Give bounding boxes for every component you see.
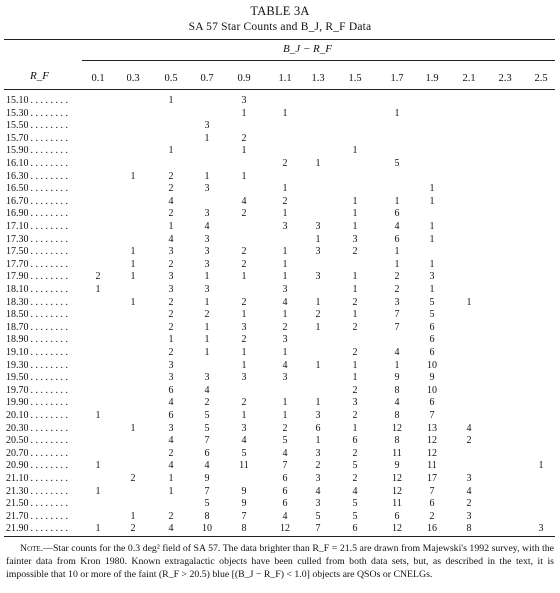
bottom-rule: [4, 536, 555, 537]
table-cell: 2: [352, 447, 358, 459]
table-cell: 1: [352, 422, 358, 434]
row-label: 15.50 . . . . . . . .: [6, 120, 69, 132]
table-cell: 4: [282, 296, 288, 308]
row-label: 16.10 . . . . . . . .: [6, 158, 69, 169]
table-cell: 7: [315, 523, 321, 535]
table-cell: 3: [168, 422, 174, 434]
table-cell: 2: [241, 246, 247, 258]
table-cell: 3: [315, 473, 321, 484]
table-cell: 1: [241, 271, 247, 283]
table-cell: 3: [204, 183, 210, 195]
table-cell: 1: [429, 233, 435, 245]
table-cell: 1: [315, 397, 321, 409]
table-cell: 4: [168, 233, 174, 245]
table-cell: 4: [168, 435, 174, 447]
table-cell: 3: [204, 120, 210, 132]
table-cell: 4: [204, 221, 210, 232]
table-cell: 1: [352, 195, 358, 207]
row-label: 15.10 . . . . . . . .: [6, 95, 69, 106]
table-cell: 1: [168, 95, 174, 106]
table-cell: 1: [241, 145, 247, 157]
row-header: R_F: [30, 70, 49, 82]
table-cell: 1: [315, 435, 321, 447]
table-cell: 2: [241, 334, 247, 346]
table-cell: 2: [204, 397, 210, 409]
table-cell: 3: [241, 321, 247, 333]
table-cell: 1: [241, 170, 247, 182]
table-cell: 2: [168, 258, 174, 270]
table-cell: 1: [282, 347, 288, 358]
table-cell: 2: [352, 410, 358, 421]
table-cell: 7: [204, 435, 210, 447]
table-cell: 1: [466, 296, 472, 308]
table-cell: 9: [394, 372, 400, 384]
table-cell: 3: [204, 372, 210, 384]
table-cell: 6: [168, 384, 174, 396]
table-note: [6, 543, 554, 581]
table-cell: 2: [352, 347, 358, 358]
table-cell: 1: [130, 170, 136, 182]
column-header: 0.1: [91, 73, 105, 84]
table-cell: 5: [241, 447, 247, 459]
table-cell: 2: [168, 183, 174, 195]
table-cell: 5: [204, 410, 210, 421]
table-cell: 1: [204, 170, 210, 182]
table-cell: 3: [241, 95, 247, 106]
table-cell: 2: [394, 271, 400, 283]
table-cell: 1: [394, 359, 400, 371]
row-label: 17.30 . . . . . . . .: [6, 233, 69, 245]
table-cell: 6: [282, 473, 288, 484]
table-cell: 2: [168, 296, 174, 308]
column-header: 0.7: [200, 73, 214, 84]
table-cell: 12: [427, 435, 437, 447]
table-cell: 1: [204, 296, 210, 308]
table-cell: 4: [282, 359, 288, 371]
table-cell: 8: [394, 410, 400, 421]
table-cell: 2: [352, 384, 358, 396]
table-cell: 1: [282, 397, 288, 409]
table-cell: 4: [168, 523, 174, 535]
table-cell: 1: [282, 208, 288, 220]
table-cell: 6: [429, 347, 435, 358]
column-header: 0.5: [164, 73, 178, 84]
table-cell: 2: [282, 422, 288, 434]
table-cell: 1: [394, 107, 400, 119]
table-cell: 1: [282, 183, 288, 195]
table-cell: 8: [394, 384, 400, 396]
table-cell: 3: [168, 271, 174, 283]
table-cell: 2: [241, 296, 247, 308]
column-header: 0.3: [126, 73, 140, 84]
row-label: 21.30 . . . . . . . .: [6, 485, 69, 497]
table-cell: 7: [394, 321, 400, 333]
table-cell: 5: [352, 510, 358, 522]
table-cell: 9: [429, 372, 435, 384]
table-cell: 1: [168, 485, 174, 497]
table-cell: 5: [204, 498, 210, 510]
row-label: 21.70 . . . . . . . .: [6, 510, 69, 522]
table-cell: 1: [282, 309, 288, 321]
table-cell: 1: [241, 359, 247, 371]
row-label: 21.50 . . . . . . . .: [6, 498, 69, 510]
table-cell: 2: [282, 158, 288, 169]
table-cell: 1: [429, 284, 435, 295]
column-header: 1.9: [425, 73, 439, 84]
table-cell: 5: [429, 296, 435, 308]
table-cell: 2: [466, 435, 472, 447]
table-cell: 8: [466, 523, 472, 535]
table-cell: 6: [394, 510, 400, 522]
table-cell: 3: [282, 284, 288, 295]
table-cell: 8: [394, 435, 400, 447]
table-cell: 8: [241, 523, 247, 535]
table-cell: 3: [241, 372, 247, 384]
table-cell: 1: [429, 258, 435, 270]
note-label: Note.: [20, 543, 44, 554]
table-cell: 11: [427, 460, 437, 472]
table-cell: 4: [315, 485, 321, 497]
table-cell: 1: [241, 309, 247, 321]
table-cell: 11: [392, 498, 402, 510]
note-text: —Star counts for the 0.3 deg² field of SA 57. The data brighter than R_F = 21.5 are drawn from Majewski's 1992 survey, with the fainter data from Kron 1980. Known extragalactic objects have been culled from both data sets, but, as described in the text, it is impossible that 10 or more of the faint (R_F > 20.5) blue [(B_J − R_F) < 1.0] objects are QSOs or CNELGs.: [6, 543, 554, 580]
table-cell: 2: [282, 195, 288, 207]
table-cell: 1: [429, 221, 435, 232]
row-label: 15.30 . . . . . . . .: [6, 107, 69, 119]
table-cell: 1: [95, 410, 101, 421]
table-cell: 2: [168, 170, 174, 182]
row-label: 20.90 . . . . . . . .: [6, 460, 69, 472]
table-cell: 7: [282, 460, 288, 472]
table-cell: 1: [429, 195, 435, 207]
table-cell: 3: [282, 221, 288, 232]
table-cell: 3: [315, 410, 321, 421]
row-label: 16.30 . . . . . . . .: [6, 170, 69, 182]
table-cell: 2: [241, 258, 247, 270]
table-cell: 1: [352, 271, 358, 283]
table-cell: 1: [241, 410, 247, 421]
table-cell: 2: [352, 321, 358, 333]
table-cell: 12: [392, 473, 402, 484]
table-cell: 5: [315, 510, 321, 522]
table-cell: 2: [241, 397, 247, 409]
table-cell: 1: [130, 296, 136, 308]
table-cell: 1: [429, 183, 435, 195]
table-cell: 1: [130, 271, 136, 283]
table-cell: 1: [352, 359, 358, 371]
table-cell: 1: [352, 208, 358, 220]
table-cell: 9: [241, 498, 247, 510]
table-cell: 12: [280, 523, 290, 535]
table-cell: 3: [394, 296, 400, 308]
table-cell: 1: [168, 145, 174, 157]
row-label: 17.50 . . . . . . . .: [6, 246, 69, 258]
table-cell: 2: [466, 498, 472, 510]
column-span-rule: [82, 60, 555, 61]
table-cell: 2: [130, 523, 136, 535]
table-cell: 1: [204, 321, 210, 333]
table-cell: 7: [394, 309, 400, 321]
table-cell: 1: [352, 309, 358, 321]
row-label: 18.90 . . . . . . . .: [6, 334, 69, 346]
table-cell: 1: [130, 510, 136, 522]
row-label: 20.30 . . . . . . . .: [6, 422, 69, 434]
table-cell: 1: [394, 258, 400, 270]
table-cell: 1: [315, 359, 321, 371]
table-cell: 4: [466, 422, 472, 434]
top-rule: [4, 39, 555, 40]
table-cell: 1: [130, 422, 136, 434]
table-cell: 3: [466, 473, 472, 484]
column-header: 1.1: [278, 73, 292, 84]
table-cell: 4: [204, 460, 210, 472]
table-cell: 3: [204, 233, 210, 245]
table-cell: 2: [130, 473, 136, 484]
header-rule: [4, 89, 555, 90]
table-cell: 1: [204, 271, 210, 283]
table-cell: 3: [315, 221, 321, 232]
table-cell: 2: [204, 309, 210, 321]
table-cell: 6: [429, 397, 435, 409]
table-cell: 7: [429, 410, 435, 421]
column-header: 1.3: [311, 73, 325, 84]
table-cell: 2: [168, 208, 174, 220]
column-header: 2.1: [462, 73, 476, 84]
table-cell: 1: [168, 473, 174, 484]
row-label: 19.10 . . . . . . . .: [6, 347, 69, 358]
table-cell: 9: [394, 460, 400, 472]
table-cell: 4: [168, 397, 174, 409]
table-cell: 13: [427, 422, 437, 434]
row-label: 15.70 . . . . . . . .: [6, 132, 69, 144]
table-cell: 2: [315, 460, 321, 472]
table-cell: 3: [168, 372, 174, 384]
table-cell: 1: [204, 334, 210, 346]
row-label: 20.70 . . . . . . . .: [6, 447, 69, 459]
table-cell: 1: [168, 334, 174, 346]
table-cell: 3: [204, 246, 210, 258]
table-cell: 6: [394, 208, 400, 220]
table-cell: 12: [427, 447, 437, 459]
table-cell: 2: [241, 208, 247, 220]
row-label: 18.10 . . . . . . . .: [6, 284, 69, 295]
column-header: 0.9: [237, 73, 251, 84]
table-cell: 7: [204, 485, 210, 497]
table-label: TABLE 3A: [250, 4, 310, 18]
table-cell: 5: [429, 309, 435, 321]
row-label: 19.50 . . . . . . . .: [6, 372, 69, 384]
table-cell: 1: [95, 485, 101, 497]
table-cell: 1: [241, 347, 247, 358]
column-header: 2.5: [534, 73, 548, 84]
row-label: 16.70 . . . . . . . .: [6, 195, 69, 207]
table-cell: 3: [282, 334, 288, 346]
table-cell: 1: [282, 107, 288, 119]
table-cell: 5: [282, 435, 288, 447]
table-cell: 1: [394, 195, 400, 207]
table-cell: 4: [204, 384, 210, 396]
table-cell: 2: [95, 271, 101, 283]
table-cell: 6: [429, 321, 435, 333]
table-cell: 2: [394, 284, 400, 295]
table-cell: 4: [352, 485, 358, 497]
table-cell: 1: [241, 107, 247, 119]
table-cell: 6: [204, 447, 210, 459]
table-cell: 2: [282, 321, 288, 333]
table-cell: 3: [429, 271, 435, 283]
table-cell: 3: [282, 372, 288, 384]
row-label: 15.90 . . . . . . . .: [6, 145, 69, 157]
table-cell: 5: [204, 422, 210, 434]
table-cell: 3: [204, 258, 210, 270]
table-cell: 1: [538, 460, 544, 472]
table-cell: 2: [168, 321, 174, 333]
table-cell: 1: [352, 221, 358, 232]
table-cell: 1: [130, 258, 136, 270]
table-cell: 11: [239, 460, 249, 472]
table-cell: 3: [466, 510, 472, 522]
table-cell: 4: [394, 221, 400, 232]
table-cell: 3: [168, 284, 174, 295]
table-cell: 6: [282, 498, 288, 510]
table-cell: 6: [429, 334, 435, 346]
table-cell: 16: [427, 523, 437, 535]
table-cell: 3: [315, 447, 321, 459]
column-span-label: B_J − R_F: [283, 43, 332, 55]
table-cell: 4: [168, 460, 174, 472]
table-cell: 3: [204, 284, 210, 295]
row-label: 19.30 . . . . . . . .: [6, 359, 69, 371]
row-label: 16.50 . . . . . . . .: [6, 183, 69, 195]
table-cell: 1: [95, 460, 101, 472]
table-cell: 10: [427, 359, 437, 371]
table-cell: 3: [204, 208, 210, 220]
row-label: 19.70 . . . . . . . .: [6, 384, 69, 396]
row-label: 17.90 . . . . . . . .: [6, 271, 69, 283]
table-cell: 4: [394, 347, 400, 358]
table-cell: 1: [204, 347, 210, 358]
table-cell: 2: [241, 132, 247, 144]
table-cell: 4: [394, 397, 400, 409]
row-label: 16.90 . . . . . . . .: [6, 208, 69, 220]
table-cell: 1: [315, 321, 321, 333]
row-label: 18.30 . . . . . . . .: [6, 296, 69, 308]
table-cell: 11: [392, 447, 402, 459]
table-cell: 1: [282, 271, 288, 283]
table-cell: 3: [241, 422, 247, 434]
table-title: SA 57 Star Counts and B_J, R_F Data: [188, 21, 372, 33]
table-cell: 1: [352, 372, 358, 384]
table-cell: 9: [241, 485, 247, 497]
table-cell: 3: [352, 233, 358, 245]
table-cell: 5: [352, 498, 358, 510]
table-cell: 2: [168, 447, 174, 459]
row-label: 20.50 . . . . . . . .: [6, 435, 69, 447]
table-cell: 2: [429, 510, 435, 522]
table-cell: 1: [204, 132, 210, 144]
table-cell: 1: [352, 284, 358, 295]
row-label: 21.90 . . . . . . . .: [6, 523, 69, 535]
table-cell: 3: [315, 498, 321, 510]
table-cell: 6: [315, 422, 321, 434]
table-cell: 7: [241, 510, 247, 522]
row-label: 17.70 . . . . . . . .: [6, 258, 69, 270]
row-label: 18.70 . . . . . . . .: [6, 321, 69, 333]
table-cell: 4: [466, 485, 472, 497]
table-cell: 3: [315, 246, 321, 258]
table-cell: 1: [95, 284, 101, 295]
table-cell: 1: [315, 233, 321, 245]
table-cell: 1: [282, 246, 288, 258]
table-cell: 1: [168, 221, 174, 232]
table-cell: 8: [204, 510, 210, 522]
table-cell: 6: [352, 435, 358, 447]
column-header: 1.7: [390, 73, 404, 84]
table-cell: 6: [394, 233, 400, 245]
table-cell: 2: [315, 309, 321, 321]
row-label: 20.10 . . . . . . . .: [6, 410, 69, 421]
table-cell: 4: [168, 195, 174, 207]
table-cell: 3: [538, 523, 544, 535]
table-cell: 2: [168, 347, 174, 358]
table-cell: 4: [282, 510, 288, 522]
table-cell: 3: [352, 397, 358, 409]
row-label: 18.50 . . . . . . . .: [6, 309, 69, 321]
table-cell: 3: [168, 246, 174, 258]
table-cell: 1: [315, 158, 321, 169]
table-cell: 1: [352, 145, 358, 157]
table-cell: 1: [282, 258, 288, 270]
table-cell: 12: [392, 523, 402, 535]
table-cell: 6: [352, 523, 358, 535]
table-cell: 6: [282, 485, 288, 497]
table-cell: 1: [130, 246, 136, 258]
column-header: 2.3: [498, 73, 512, 84]
table-cell: 1: [394, 246, 400, 258]
table-cell: 4: [241, 435, 247, 447]
table-cell: 1: [315, 296, 321, 308]
table-cell: 10: [427, 384, 437, 396]
row-label: 17.10 . . . . . . . .: [6, 221, 69, 232]
table-cell: 6: [429, 498, 435, 510]
table-cell: 5: [352, 460, 358, 472]
table-cell: 2: [352, 296, 358, 308]
table-cell: 3: [315, 271, 321, 283]
table-cell: 4: [241, 195, 247, 207]
table-cell: 2: [352, 473, 358, 484]
table-cell: 2: [168, 510, 174, 522]
table-cell: 6: [168, 410, 174, 421]
table-cell: 5: [394, 158, 400, 169]
column-header: 1.5: [348, 73, 362, 84]
table-cell: 4: [282, 447, 288, 459]
table-cell: 12: [392, 422, 402, 434]
table-cell: 1: [95, 523, 101, 535]
table-cell: 10: [202, 523, 212, 535]
table-cell: 2: [352, 246, 358, 258]
table-cell: 2: [168, 309, 174, 321]
table-cell: 7: [429, 485, 435, 497]
table-cell: 17: [427, 473, 437, 484]
table-cell: 9: [204, 473, 210, 484]
table-cell: 1: [282, 410, 288, 421]
table-cell: 3: [168, 359, 174, 371]
row-label: 19.90 . . . . . . . .: [6, 397, 69, 409]
table-cell: 12: [392, 485, 402, 497]
row-label: 21.10 . . . . . . . .: [6, 473, 69, 484]
